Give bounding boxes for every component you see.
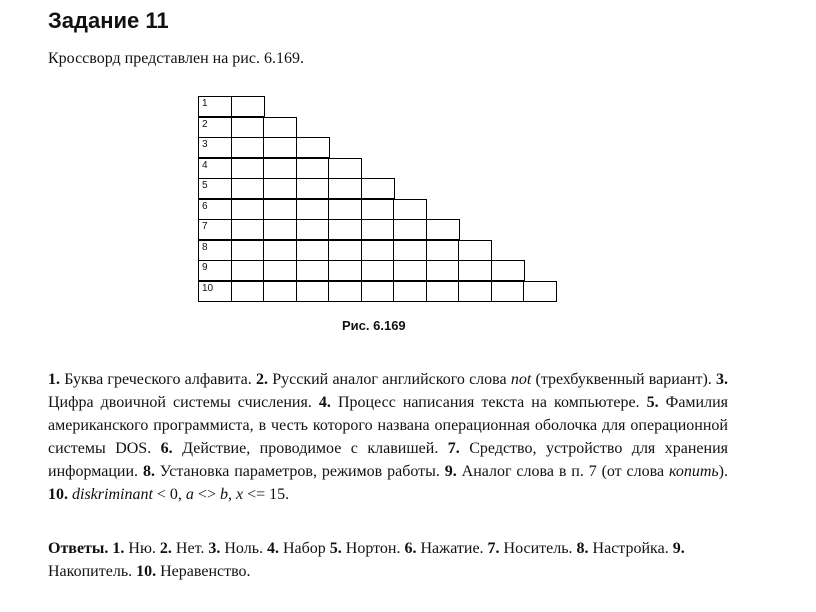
crossword-row-number: 5 (202, 180, 208, 191)
crossword-cell[interactable] (198, 219, 232, 240)
clue-text: Установка параметров, режимов работы. (154, 463, 445, 480)
clue-number: 2. (256, 371, 269, 388)
answer-text: Носитель. (499, 540, 577, 557)
crossword-cell[interactable] (361, 199, 395, 220)
answer-text: Неравенство. (156, 563, 251, 580)
clue-number: 6. (160, 440, 173, 457)
clues-paragraph (48, 368, 728, 506)
crossword-cell[interactable] (361, 178, 395, 199)
crossword-cell[interactable] (296, 178, 330, 199)
crossword-row-number: 3 (202, 139, 208, 150)
crossword-cell[interactable] (198, 158, 232, 179)
crossword-cell[interactable] (296, 240, 330, 261)
clue-italic: x (235, 486, 244, 503)
clue-text: ). (718, 463, 728, 480)
crossword-cell[interactable] (263, 117, 297, 138)
crossword-row (198, 199, 426, 220)
clue-italic: копить (668, 463, 719, 480)
crossword-row-number: 7 (202, 221, 208, 232)
clue-text: Цифра двоичной системы счисления. (48, 394, 319, 411)
answer-number: 4. (267, 540, 279, 557)
crossword-cell[interactable] (296, 137, 330, 158)
clue-text: (трехбуквенный вариант). (531, 371, 717, 388)
crossword-cell[interactable] (198, 260, 232, 281)
crossword-cell[interactable] (328, 158, 362, 179)
crossword-cell[interactable] (426, 260, 460, 281)
clue-text: Русский аналог английского слова (268, 371, 511, 388)
crossword-cell[interactable] (231, 199, 265, 220)
crossword-cell[interactable] (393, 219, 427, 240)
crossword-row (198, 96, 263, 117)
answer-text: Ню. (124, 540, 160, 557)
answer-text: Нажатие. (416, 540, 488, 557)
crossword-cell[interactable] (231, 260, 265, 281)
crossword-cell[interactable] (458, 260, 492, 281)
crossword-cell[interactable] (296, 281, 330, 302)
answer-number: 7. (487, 540, 500, 557)
answer-text: Настройка. (588, 540, 673, 557)
answer-text: Накопитель. (48, 563, 137, 580)
crossword-cell[interactable] (231, 117, 265, 138)
crossword-cell[interactable] (198, 137, 232, 158)
crossword-row-number: 8 (202, 241, 208, 253)
answer-number: 2. (159, 540, 172, 557)
crossword-cell[interactable] (263, 260, 297, 281)
clue-number: 10. (48, 486, 68, 503)
clue-number: 5. (646, 394, 659, 411)
crossword-cell[interactable] (426, 281, 460, 302)
clue-number: 7. (447, 440, 460, 457)
clue-number: 3. (716, 371, 729, 388)
clue-italic: not (510, 371, 532, 388)
clue-number: 1. (48, 371, 60, 388)
crossword-cell[interactable] (328, 281, 362, 302)
crossword-cell[interactable] (263, 178, 297, 199)
answer-number: 9. (672, 540, 685, 557)
crossword-cell[interactable] (231, 219, 265, 240)
crossword-cell[interactable] (361, 260, 395, 281)
answer-number: 8. (576, 540, 589, 557)
crossword-cell[interactable] (426, 219, 460, 240)
answers-paragraph (48, 537, 738, 583)
crossword-row-number: 10 (202, 282, 214, 294)
clue-text: Буква греческого алфавита. (60, 371, 257, 388)
clue-text: , (227, 486, 236, 503)
answer-number: 3. (208, 540, 221, 557)
crossword-cell[interactable] (198, 240, 232, 261)
clue-text: Процесс написания текста на компьютере. (330, 394, 647, 411)
clue-text: Фамилия американского программиста, в честь которого названа операционная оболочка для операционной системы DOS. (48, 394, 729, 457)
clue-text: < 0, (152, 486, 186, 503)
crossword-row (198, 240, 491, 261)
clue-text: Средство, устройство для хранения информации. (48, 440, 728, 480)
crossword-cell[interactable] (296, 219, 330, 240)
clue-number: 4. (318, 394, 331, 411)
clue-text: Действие, проводимое с клавишей. (172, 440, 448, 457)
clue-italic: diskriminant (72, 486, 153, 503)
clue-italic: a (185, 486, 194, 503)
crossword-cell[interactable] (491, 281, 525, 302)
crossword-row (198, 178, 393, 199)
crossword-cell[interactable] (231, 158, 265, 179)
clue-text: <> (193, 486, 220, 503)
figure-caption: Рис. 6.169 (342, 318, 406, 333)
crossword-cell[interactable] (263, 158, 297, 179)
crossword-cell[interactable] (231, 281, 265, 302)
crossword-cell[interactable] (263, 240, 297, 261)
crossword-cell[interactable] (198, 281, 232, 302)
clue-text: <= 15. (243, 486, 290, 503)
crossword-cell[interactable] (458, 240, 492, 261)
answer-text: Нет. (171, 540, 209, 557)
clue-italic: b (219, 486, 228, 503)
crossword-cell[interactable] (198, 96, 232, 117)
answer-number: 1. (112, 540, 125, 557)
crossword-cell[interactable] (458, 281, 492, 302)
crossword-row (198, 117, 296, 138)
crossword-cell[interactable] (393, 240, 427, 261)
crossword-cell[interactable] (361, 240, 395, 261)
answer-number: 5. (329, 540, 342, 557)
answer-text: Набор (279, 540, 330, 557)
crossword-cell[interactable] (263, 281, 297, 302)
crossword-row (198, 260, 523, 281)
crossword-row-number: 9 (202, 262, 208, 273)
crossword-cell[interactable] (426, 240, 460, 261)
crossword-cell[interactable] (296, 260, 330, 281)
intro-text: Кроссворд представлен на рис. 6.169. (48, 50, 304, 67)
crossword-cell[interactable] (328, 219, 362, 240)
crossword-cell[interactable] (361, 219, 395, 240)
crossword-row (198, 281, 556, 302)
crossword-row-number: 2 (202, 118, 208, 130)
crossword-cell[interactable] (198, 199, 232, 220)
crossword-row-number: 4 (202, 159, 208, 171)
answer-number: 10. (136, 563, 157, 580)
answer-text: Нортон. (341, 540, 405, 557)
crossword-row (198, 219, 458, 240)
answers-label: Ответы. (48, 540, 109, 557)
crossword-cell[interactable] (328, 178, 362, 199)
crossword-row-number: 6 (202, 200, 208, 212)
crossword-cell[interactable] (263, 219, 297, 240)
crossword-cell[interactable] (296, 199, 330, 220)
crossword-cell[interactable] (296, 158, 330, 179)
answer-number: 6. (404, 540, 417, 557)
clue-number: 8. (142, 463, 155, 480)
crossword-cell[interactable] (231, 240, 265, 261)
answer-text: Ноль. (220, 540, 267, 557)
crossword-cell[interactable] (328, 260, 362, 281)
clue-text: Аналог слова в п. 7 (от слова (456, 463, 669, 480)
crossword-cell[interactable] (328, 199, 362, 220)
crossword-cell[interactable] (523, 281, 557, 302)
crossword-cell[interactable] (491, 260, 525, 281)
clue-number: 9. (444, 463, 457, 480)
crossword-cell[interactable] (231, 96, 265, 117)
page-title: Задание 11 (48, 8, 169, 33)
crossword-row (198, 137, 328, 158)
crossword-cell[interactable] (231, 137, 265, 158)
crossword-cell[interactable] (393, 260, 427, 281)
crossword-cell[interactable] (263, 199, 297, 220)
crossword-cell[interactable] (393, 281, 427, 302)
crossword-row-number: 1 (202, 98, 208, 109)
crossword-cell[interactable] (231, 178, 265, 199)
crossword-cell[interactable] (361, 281, 395, 302)
crossword-row (198, 158, 361, 179)
crossword-cell[interactable] (328, 240, 362, 261)
crossword-cell[interactable] (393, 199, 427, 220)
crossword-cell[interactable] (198, 178, 232, 199)
crossword-cell[interactable] (198, 117, 232, 138)
crossword-cell[interactable] (263, 137, 297, 158)
